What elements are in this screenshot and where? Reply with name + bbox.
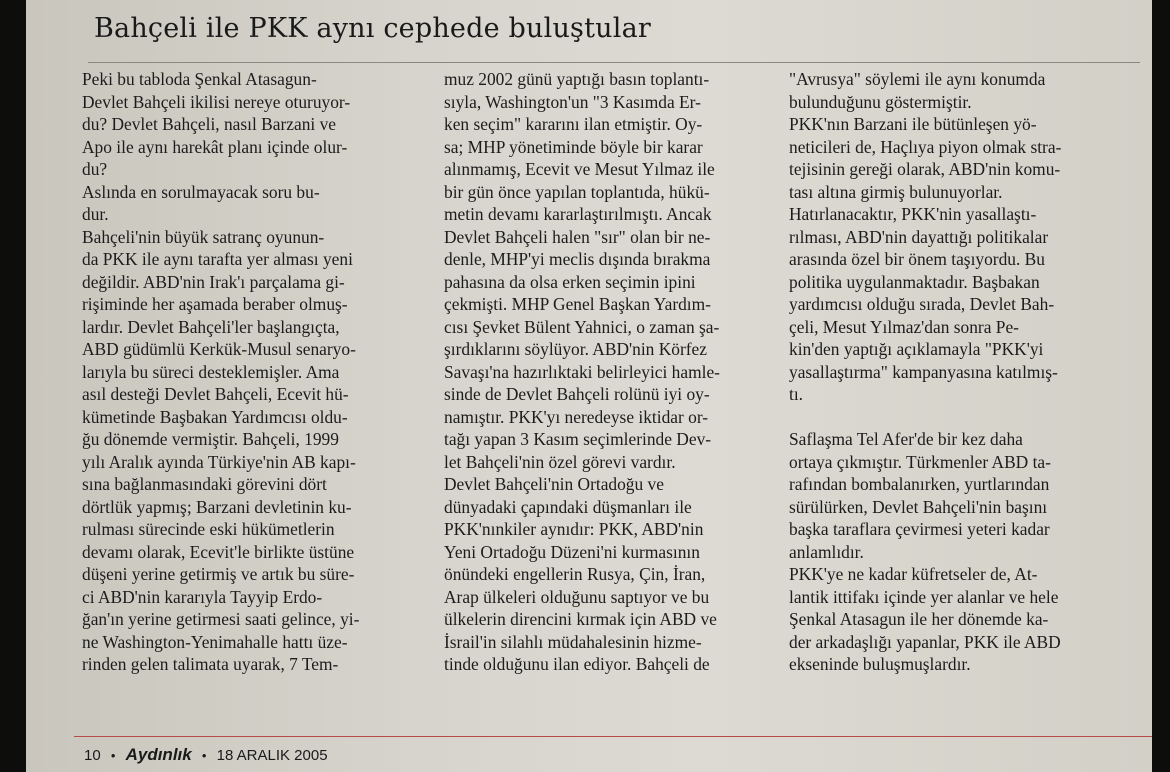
article-text-line: arasında özel bir önem taşıyordu. Bu — [789, 249, 1045, 269]
article-text-line: ABD güdümlü Kerkük-Musul senaryo- — [82, 339, 356, 359]
article-text-line: asıl desteği Devlet Bahçeli, Ecevit hü- — [82, 384, 349, 404]
article-text-line: ğan'ın yerine getirmesi saati gelince, yi- — [82, 609, 360, 629]
article-text-line: Devlet Bahçeli halen "sır" olan bir ne- — [444, 226, 711, 247]
footer-separator: • — [110, 748, 116, 763]
footer-separator: • — [201, 748, 207, 763]
article-text-line: Savaşı'na hazırlıktaki belirleyici hamle- — [444, 361, 720, 382]
article-text-line: rafından bombalanırken, yurtlarından — [789, 474, 1050, 494]
article-text-line: Aslında en sorulmayacak soru bu- — [82, 181, 320, 202]
page-number: 10 — [84, 747, 101, 764]
article-column-3 — [789, 68, 1149, 676]
article-text-line: sinde de Devlet Bahçeli rolünü iyi oy- — [444, 384, 710, 404]
publication-name: Aydınlık — [125, 745, 192, 764]
newspaper-page — [26, 0, 1152, 772]
article-text-line: tejisinin gereği olarak, ABD'nin komu- — [789, 159, 1061, 179]
article-text-line: rinden gelen talimata uyarak, 7 Tem- — [82, 654, 339, 674]
article-text-line: du? — [82, 159, 108, 179]
article-text-line: ekseninde buluşmuşlardır. — [789, 654, 971, 674]
article-text-line: Arap ülkeleri olduğunu saptıyor ve bu — [444, 586, 710, 607]
article-text-line: tası altına girmiş bulunuyorlar. — [789, 181, 1003, 202]
article-text-line: Saflaşma Tel Afer'de bir kez daha — [789, 429, 1023, 449]
article-text-line: sa; MHP yönetiminde böyle bir karar — [444, 136, 703, 157]
article-text-line: tinde olduğunu ilan ediyor. Bahçeli de — [444, 654, 710, 674]
article-text-line: politika uygulanmaktadır. Başbakan — [789, 271, 1040, 292]
headline-rule — [88, 62, 1140, 63]
article-text-line: tağı yapan 3 Kasım seçimlerinde Dev- — [444, 429, 712, 449]
article-text-line: sına bağlanmasındaki görevini dört — [82, 474, 327, 494]
article-text-line: sürülürken, Devlet Bahçeli'nin başını — [789, 496, 1048, 517]
article-text-line: let Bahçeli'nin özel görevi vardır. — [444, 451, 676, 472]
article-text-line: Hatırlanacaktır, PKK'nin yasallaştı- — [789, 204, 1037, 224]
article-text-line: bulunduğunu göstermiştir. — [789, 91, 972, 112]
article-text-line: PKK'nınkiler aynıdır: PKK, ABD'nin — [444, 519, 704, 539]
article-text-line: lardır. Devlet Bahçeli'ler başlangıçta, — [82, 316, 340, 337]
article-text-line: çeli, Mesut Yılmaz'dan sonra Pe- — [789, 316, 1019, 337]
page-footer — [84, 745, 328, 765]
article-text-line: şırdıklarını söylüyor. ABD'nin Körfez — [444, 339, 707, 359]
article-text-line: larıyla bu süreci desteklemişler. Ama — [82, 361, 340, 382]
article-text-line: çekmişti. MHP Genel Başkan Yardım- — [444, 294, 711, 314]
article-text-line: "Avrusya" söylemi ile aynı konumda — [789, 69, 1046, 89]
article-text-line: yılı Aralık ayında Türkiye'nin AB kapı- — [82, 451, 356, 472]
article-text-line: cısı Şevket Bülent Yahnici, o zaman şa- — [444, 316, 720, 337]
article-text-line: dörtlük yapmış; Barzani devletinin ku- — [82, 496, 352, 517]
article-text-line: önündeki engellerin Rusya, Çin, İran, — [444, 564, 706, 584]
article-text-line: ne Washington-Yenimahalle hattı üze- — [82, 631, 348, 652]
article-text-line: Devlet Bahçeli ikilisi nereye oturuyor- — [82, 91, 351, 112]
article-text-line: ken seçim" kararını ilan etmiştir. Oy- — [444, 114, 703, 134]
article-text-line: PKK'ye ne kadar küfretseler de, At- — [789, 564, 1038, 584]
article-text-line: değildir. ABD'nin Irak'ı parçalama gi- — [82, 271, 345, 292]
article-text-line: metin devamı kararlaştırılmıştı. Ancak — [444, 204, 712, 224]
article-text-line: du? Devlet Bahçeli, nasıl Barzani ve — [82, 114, 336, 134]
article-text-line: kümetinde Başbakan Yardımcısı oldu- — [82, 406, 348, 427]
footer-rule — [74, 736, 1152, 737]
article-text-line: namıştır. PKK'yı neredeyse iktidar or- — [444, 406, 709, 427]
article-text-line: ortaya çıkmıştır. Türkmenler ABD ta- — [789, 451, 1051, 472]
article-text-line — [789, 406, 1149, 429]
article-text-line: alınmamış, Ecevit ve Mesut Yılmaz ile — [444, 159, 715, 179]
issue-date: 18 ARALIK 2005 — [216, 747, 328, 764]
article-text-line: PKK'nın Barzani ile bütünleşen yö- — [789, 114, 1037, 134]
article-text-line: ülkelerin direncini kırmak için ABD ve — [444, 609, 717, 629]
article-text-line: pahasına da olsa erken seçimin ipini — [444, 271, 696, 292]
article-text-line: Peki bu tabloda Şenkal Atasagun- — [82, 69, 317, 89]
article-text-line: rişiminde her aşamada beraber olmuş- — [82, 294, 348, 314]
article-text-line: rılması, ABD'nin dayattığı politikalar — [789, 226, 1049, 247]
article-text-line: Yeni Ortadoğu Düzeni'ni kurmasının — [444, 541, 700, 562]
article-column-1 — [82, 68, 442, 676]
article-text-line: anlamlıdır. — [789, 541, 864, 562]
article-text-line: sıyla, Washington'un "3 Kasımda Er- — [444, 91, 701, 112]
article-text-line: dünyadaki çapındaki düşmanları ile — [444, 496, 692, 517]
article-text-line: Devlet Bahçeli'nin Ortadoğu ve — [444, 474, 664, 494]
article-text-line: muz 2002 günü yaptığı basın toplantı- — [444, 69, 710, 89]
article-text-line: devamı olarak, Ecevit'le birlikte üstüne — [82, 541, 355, 562]
article-text-line: der arkadaşlığı yapanlar, PKK ile ABD — [789, 631, 1061, 652]
article-text-line: denle, MHP'yi meclis dışında bırakma — [444, 249, 711, 269]
article-text-line: ğu dönemde vermiştir. Bahçeli, 1999 — [82, 429, 339, 449]
article-text-line: bir gün önce yapılan toplantıda, hükü- — [444, 181, 710, 202]
article-text-line: Bahçeli'nin büyük satranç oyunun- — [82, 226, 325, 247]
article-text-line: ci ABD'nin kararıyla Tayyip Erdo- — [82, 586, 323, 607]
article-text-line: lantik ittifakı içinde yer alanlar ve hele — [789, 586, 1059, 607]
article-text-line: kin'den yaptığı açıklamayla "PKK'yi — [789, 339, 1044, 359]
article-text-line: dur. — [82, 204, 109, 224]
article-text-line: Apo ile aynı harekât planı içinde olur- — [82, 136, 348, 157]
article-text-line: yardımcısı olduğu sırada, Devlet Bah- — [789, 294, 1055, 314]
article-text-line: İsrail'in silahlı müdahalesinin hizme- — [444, 631, 702, 652]
article-text-line: Şenkal Atasagun ile her dönemde ka- — [789, 609, 1049, 629]
article-text-line: başka taraflara çevirmesi yeteri kadar — [789, 519, 1050, 539]
article-column-2 — [444, 68, 796, 676]
article-text-line: da PKK ile aynı tarafta yer alması yeni — [82, 249, 353, 269]
article-text-line: neticileri de, Haçlıya piyon olmak stra- — [789, 136, 1062, 157]
headline: Bahçeli ile PKK aynı cephede buluştular — [94, 13, 651, 44]
article-text-line: tı. — [789, 384, 804, 404]
article-text-line: düşeni yerine getirmiş ve artık bu süre- — [82, 564, 355, 584]
article-text-line: rulması sürecinde eski hükümetlerin — [82, 519, 335, 539]
article-text-line: yasallaştırma" kampanyasına katılmış- — [789, 361, 1058, 382]
